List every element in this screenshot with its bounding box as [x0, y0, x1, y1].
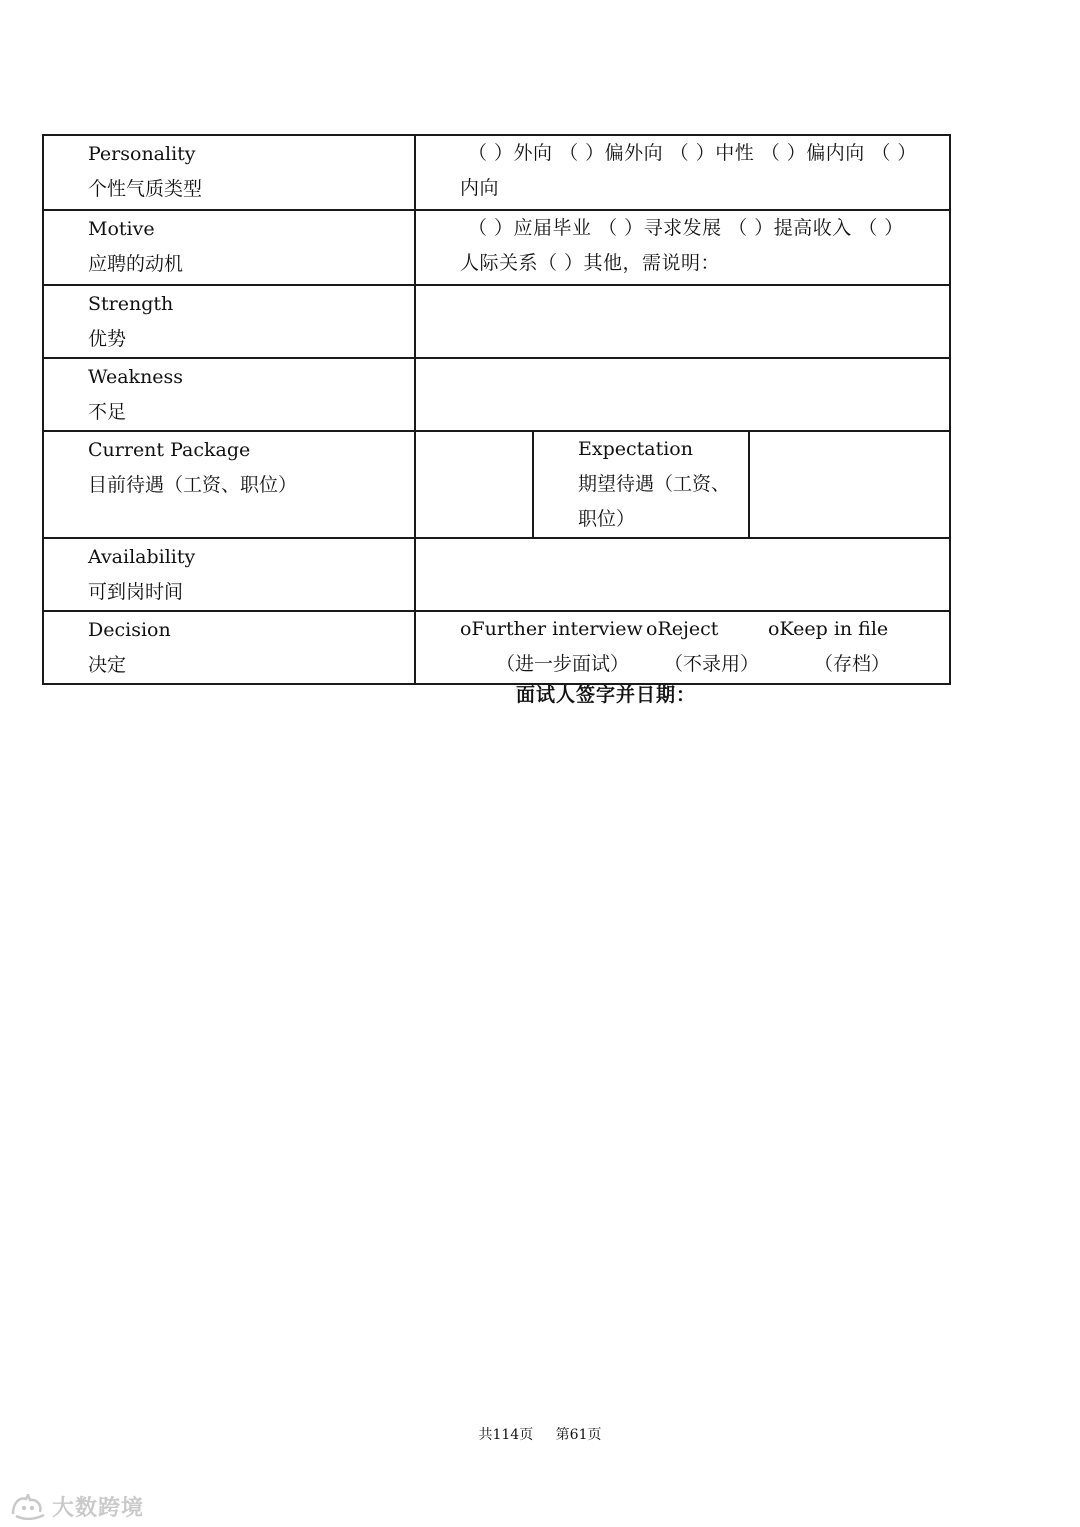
expectation-label-zh-line1: 期望待遇（工资、: [578, 473, 731, 495]
decision-option-further-interview-zh: （进一步面试）: [496, 653, 630, 675]
strength-label-en: Strength: [88, 293, 174, 315]
availability-label-zh: 可到岗时间: [88, 581, 184, 603]
expectation-input-cell[interactable]: [749, 431, 950, 538]
availability-label-en: Availability: [88, 546, 196, 568]
row-availability: [43, 538, 950, 611]
decision-option-further-interview[interactable]: oFurther interview: [460, 618, 643, 640]
watermark-text: 大数跨境: [52, 1496, 145, 1521]
interview-evaluation-table: [42, 134, 951, 685]
decision-option-keep-in-file[interactable]: oKeep in file: [768, 618, 889, 640]
row-strength: [43, 285, 950, 358]
total-pages: 共114页: [478, 1427, 534, 1443]
motive-options-cell[interactable]: [415, 210, 950, 285]
expectation-label-en: Expectation: [578, 438, 693, 460]
decision-options-zh: [460, 647, 949, 682]
motive-label-en: Motive: [88, 218, 155, 240]
personality-options-cell[interactable]: [415, 135, 950, 210]
decision-options-en: [460, 612, 949, 647]
strength-input-cell[interactable]: [415, 285, 950, 358]
decision-option-reject[interactable]: oReject: [646, 618, 719, 640]
cat-logo-icon: [10, 1494, 48, 1520]
strength-label-cell: [43, 285, 415, 358]
personality-label-en: Personality: [88, 143, 196, 165]
watermark: [10, 1491, 144, 1522]
expectation-label-zh-line2: 职位）: [578, 508, 636, 530]
personality-label-zh: 个性气质类型: [88, 178, 203, 200]
weakness-label-zh: 不足: [88, 401, 127, 423]
row-weakness: [43, 358, 950, 431]
strength-label-zh: 优势: [88, 328, 127, 350]
motive-label-zh: 应聘的动机: [88, 253, 184, 275]
decision-options-cell: [415, 611, 950, 684]
weakness-input-cell[interactable]: [415, 358, 950, 431]
decision-label-en: Decision: [88, 619, 171, 641]
weakness-label-cell: [43, 358, 415, 431]
decision-label-cell: [43, 611, 415, 684]
motive-options-line2: 人际关系（ ）其他，需说明：: [460, 252, 721, 274]
current-package-input-cell[interactable]: [415, 431, 533, 538]
personality-options-line2: 内向: [460, 177, 500, 199]
motive-label-cell: [43, 210, 415, 285]
decision-option-reject-zh: （不录用）: [664, 653, 760, 675]
row-motive: [43, 210, 950, 285]
row-package: [43, 431, 950, 538]
expectation-label-cell: [533, 431, 749, 538]
personality-options-line1: （ ）外向 （ ）偏外向 （ ）中性 （ ）偏内向 （ ）: [468, 142, 917, 164]
current-page: 第61页: [555, 1427, 602, 1443]
interviewer-signature-date-label: 面试人签字并日期：: [516, 684, 697, 706]
decision-label-zh: 决定: [88, 654, 127, 676]
motive-options-line1: （ ）应届毕业 （ ）寻求发展 （ ）提高收入 （ ）: [468, 217, 904, 239]
current-package-label-cell: [43, 431, 415, 538]
current-package-label-en: Current Package: [88, 439, 251, 461]
availability-label-cell: [43, 538, 415, 611]
current-package-label-zh: 目前待遇（工资、职位）: [88, 474, 298, 496]
personality-label-cell: [43, 135, 415, 210]
row-personality: [43, 135, 950, 210]
decision-option-keep-in-file-zh: （存档）: [814, 653, 891, 675]
page-footer: [0, 1424, 1080, 1444]
row-decision: [43, 611, 950, 684]
availability-input-cell[interactable]: [415, 538, 950, 611]
weakness-label-en: Weakness: [88, 366, 184, 388]
